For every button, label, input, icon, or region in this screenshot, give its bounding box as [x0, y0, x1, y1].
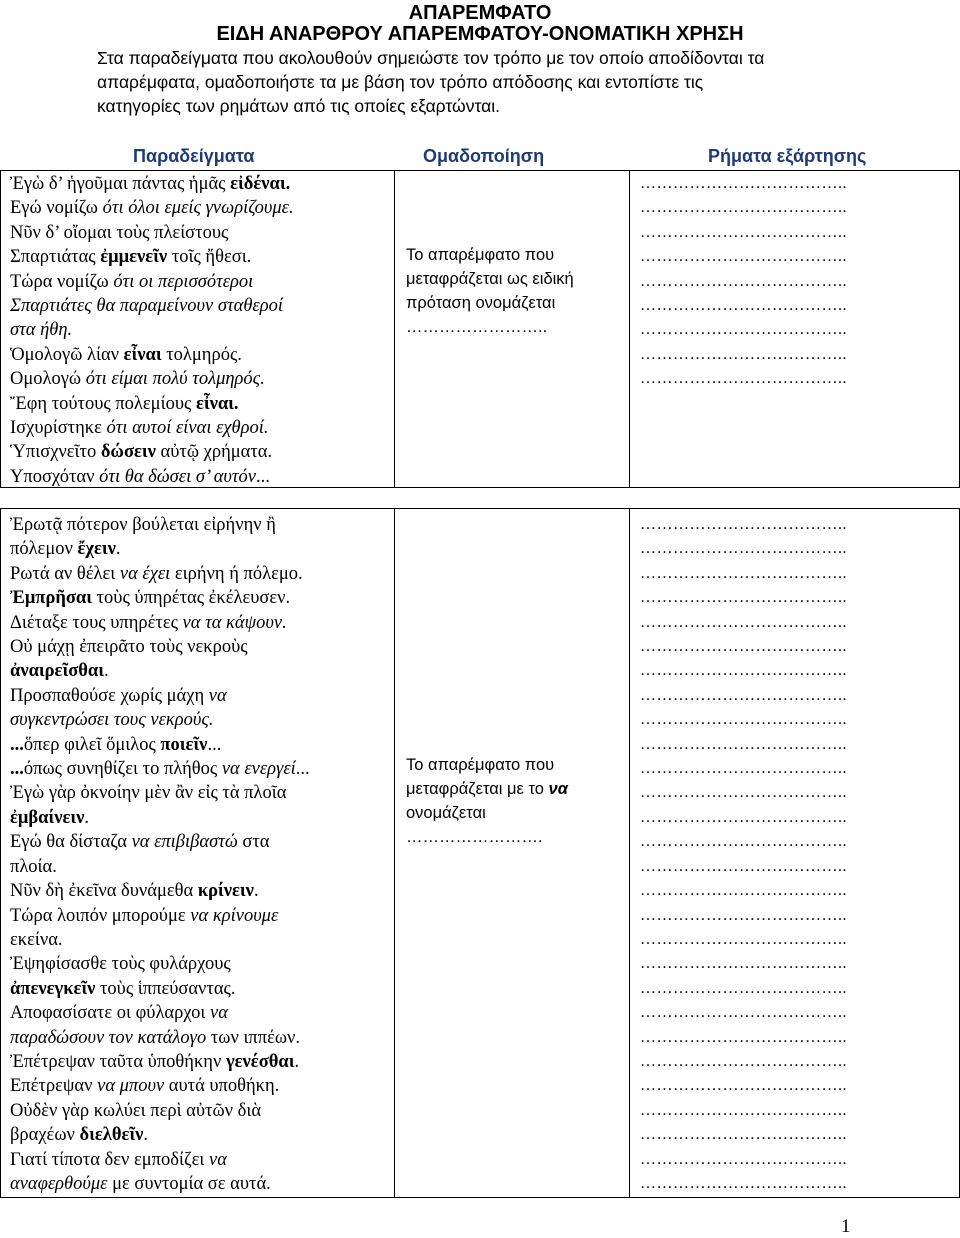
example-line: εκείνα.: [10, 929, 63, 950]
answer-blank[interactable]: ………………………………..: [640, 199, 847, 217]
example-line: πόλεμον ἔχειν.: [10, 539, 121, 560]
instructions: [97, 46, 897, 118]
header-verbs: Ρήματα εξάρτησης: [708, 146, 867, 166]
column-divider: [394, 509, 395, 1197]
example-line: Ἐγὼ γὰρ ὀκνοίην μὲν ἂν εἰς τὰ πλοῖα: [10, 783, 287, 804]
answer-blank[interactable]: ………………………………..: [640, 784, 847, 802]
example-line: Αποφασίσατε οι φύλαρχοι να: [10, 1003, 228, 1024]
example-line: Σπαρτιάτες θα παραμείνουν σταθεροί: [10, 296, 283, 317]
grouping-cell-2: [406, 753, 568, 849]
answer-blank[interactable]: ………………………………..: [640, 955, 847, 973]
example-line: ...ὅπερ φιλεῖ ὅμιλος ποιεῖν...: [10, 734, 222, 755]
example-line: Εγώ νομίζω ότι όλοι εμείς γνωρίζουμε.: [10, 198, 294, 219]
answer-blank[interactable]: ………………………………..: [640, 1174, 847, 1192]
answer-blank[interactable]: ………………………………..: [640, 175, 847, 192]
example-line: Ἐρωτᾷ πότερον βούλεται εἰρήνην ἢ: [10, 515, 276, 535]
answer-blank[interactable]: ………………………………..: [640, 248, 847, 266]
answer-blank[interactable]: ………………………………..: [640, 1077, 847, 1095]
answer-blank[interactable]: ………………………………..: [640, 711, 847, 729]
example-line: Οὐδὲν γὰρ κωλύει περὶ αὐτῶν διὰ: [10, 1100, 262, 1121]
answer-blank[interactable]: ………………………………..: [640, 1150, 847, 1168]
answer-blank[interactable]: ………………………………..: [640, 589, 847, 607]
answer-blank[interactable]: ………………………………..: [640, 297, 847, 315]
grouping-text: ονομάζεται: [406, 804, 486, 822]
example-line: πλοία.: [10, 856, 57, 877]
example-line: Υποσχόταν ότι θα δώσει σ’ αυτόν...: [10, 466, 270, 487]
answer-blank[interactable]: ………………………………..: [640, 223, 847, 241]
example-line: Προσπαθούσε χωρίς μάχη να: [10, 685, 227, 706]
example-line: Ομολογώ ότι είμαι πολύ τολμηρός.: [10, 369, 265, 390]
grouping-text: πρόταση ονομάζεται: [406, 294, 556, 312]
answer-blank[interactable]: ………………………………..: [640, 321, 847, 339]
grouping-text: μεταφράζεται ως ειδική: [406, 270, 574, 288]
answer-blank[interactable]: ………………………………..: [640, 1028, 847, 1046]
grouping-blank[interactable]: …………………….: [406, 828, 543, 846]
grouping-blank[interactable]: ……………………..: [406, 318, 548, 336]
grouping-text: μεταφράζεται με το να: [406, 780, 568, 798]
grouping-cell-1: [406, 243, 574, 339]
answer-blank[interactable]: ………………………………..: [640, 540, 847, 558]
example-line: ἐμβαίνειν.: [10, 807, 89, 828]
instructions-line: απαρέμφατα, ομαδοποιήστε τα με βάση τον τρόπο απόδοσης και εντοπίστε τις: [97, 72, 704, 92]
grouping-text: Το απαρέμφατο που: [406, 246, 555, 264]
answer-blank[interactable]: ………………………………..: [640, 564, 847, 582]
example-line: Ὑπισχνεῖτο δώσειν αὐτῷ χρήματα.: [10, 442, 273, 463]
header-examples: Παραδείγματα: [133, 146, 255, 166]
answer-blank[interactable]: ………………………………..: [640, 979, 847, 997]
example-line: βραχέων διελθεῖν.: [10, 1125, 149, 1146]
answer-blank[interactable]: ………………………………..: [640, 906, 847, 924]
example-line: Τώρα λοιπόν μπορούμε να κρίνουμε: [10, 905, 279, 926]
examples-list-1: [10, 172, 294, 489]
answer-blank[interactable]: ………………………………..: [640, 370, 847, 388]
document-subtitle: ΕΙΔΗ ΑΝΑΡΘΡΟΥ ΑΠΑΡΕΜΦΑΤΟΥ-ΟΝΟΜΑΤΙΚΗ ΧΡΗΣΗ: [216, 23, 744, 45]
answer-blank[interactable]: ………………………………..: [640, 662, 847, 680]
answer-blank[interactable]: ………………………………..: [640, 1004, 847, 1022]
example-line: Ἐπέτρεψαν ταῦτα ὑποθήκην γενέσθαι.: [10, 1051, 300, 1072]
example-line: παραδώσουν τον κατάλογο των ιππέων.: [10, 1027, 301, 1048]
grouping-text: Το απαρέμφατο που: [406, 756, 555, 774]
page-number: 1: [841, 1216, 851, 1237]
answer-blank[interactable]: ………………………………..: [640, 1126, 847, 1144]
example-line: Επέτρεψαν να μπουν αυτά υποθήκη.: [10, 1076, 280, 1097]
column-divider: [394, 171, 395, 487]
answer-blank[interactable]: ………………………………..: [640, 345, 847, 363]
example-line: Νῦν δ’ οἴομαι τοὺς πλείστους: [10, 222, 229, 243]
example-line: Ἐμπρῆσαι τοὺς ὑπηρέτας ἐκέλευσεν.: [10, 588, 291, 609]
examples-list-2: [10, 513, 310, 1196]
column-divider: [629, 171, 630, 487]
example-line: ...όπως συνηθίζει το πλήθος να ενεργεί...: [10, 759, 310, 780]
example-line: Οὐ μάχῃ ἐπειρᾶτο τοὺς νεκροὺς: [10, 637, 248, 658]
answer-blank[interactable]: ………………………………..: [640, 930, 847, 948]
answer-blank[interactable]: ………………………………..: [640, 760, 847, 778]
example-line: Ρωτά αν θέλει να έχει ειρήνη ή πόλεμο.: [10, 563, 303, 584]
example-line: Γιατί τίποτα δεν εμποδίζει να: [10, 1149, 227, 1170]
verbs-blanks-1: [640, 172, 847, 392]
instructions-line: κατηγορίες των ρημάτων από τις οποίες εξαρτώνται.: [97, 96, 501, 116]
example-line: συγκεντρώσει τους νεκρούς.: [10, 710, 214, 731]
example-line: Εγώ θα δίσταζα να επιβιβαστώ στα: [10, 832, 270, 853]
example-line: στα ήθη.: [10, 320, 73, 341]
example-line: Ἐγὼ δ’ ἡγοῦμαι πάντας ἡμᾶς εἰδέναι.: [10, 174, 291, 194]
document-title: ΑΠΑΡΕΜΦΑΤΟ: [408, 2, 552, 24]
example-line: Ἔφη τούτους πολεμίους εἶναι.: [10, 393, 239, 414]
answer-blank[interactable]: ………………………………..: [640, 613, 847, 631]
answer-blank[interactable]: ………………………………..: [640, 272, 847, 290]
example-line: ἀπενεγκεῖν τοὺς ἱππεύσαντας.: [10, 978, 236, 999]
example-line: Σπαρτιάτας ἐμμενεῖν τοῖς ἤθεσι.: [10, 247, 252, 268]
example-line: Ὁμολογῶ λίαν εἶναι τολμηρός.: [10, 344, 242, 365]
answer-blank[interactable]: ………………………………..: [640, 1052, 847, 1070]
verbs-blanks-2: [640, 513, 847, 1196]
answer-blank[interactable]: ………………………………..: [640, 735, 847, 753]
example-line: Ἐψηφίσασθε τοὺς φυλάρχους: [10, 954, 231, 975]
answer-blank[interactable]: ………………………………..: [640, 638, 847, 656]
answer-blank[interactable]: ………………………………..: [640, 686, 847, 704]
answer-blank[interactable]: ………………………………..: [640, 808, 847, 826]
answer-blank[interactable]: ………………………………..: [640, 882, 847, 900]
example-line: αναφερθούμε με συντομία σε αυτά.: [10, 1173, 271, 1194]
answer-blank[interactable]: ………………………………..: [640, 516, 847, 533]
example-line: Ισχυρίστηκε ότι αυτοί είναι εχθροί.: [10, 418, 269, 439]
example-line: ἀναιρεῖσθαι.: [10, 661, 109, 682]
answer-blank[interactable]: ………………………………..: [640, 857, 847, 875]
example-line: Νῦν δὴ ἐκεῖνα δυνάμεθα κρίνειν.: [10, 881, 259, 902]
example-line: Τώρα νομίζω ότι οι περισσότεροι: [10, 271, 254, 292]
instructions-line: Στα παραδείγματα που ακολουθούν σημειώστε τον τρόπο με τον οποίο αποδίδονται τα: [97, 48, 765, 68]
answer-blank[interactable]: ………………………………..: [640, 1101, 847, 1119]
answer-blank[interactable]: ………………………………..: [640, 833, 847, 851]
column-divider: [629, 509, 630, 1197]
header-grouping: Ομαδοποίηση: [423, 146, 545, 166]
example-line: Διέταξε τους υπηρέτες να τα κάψουν.: [10, 612, 287, 633]
